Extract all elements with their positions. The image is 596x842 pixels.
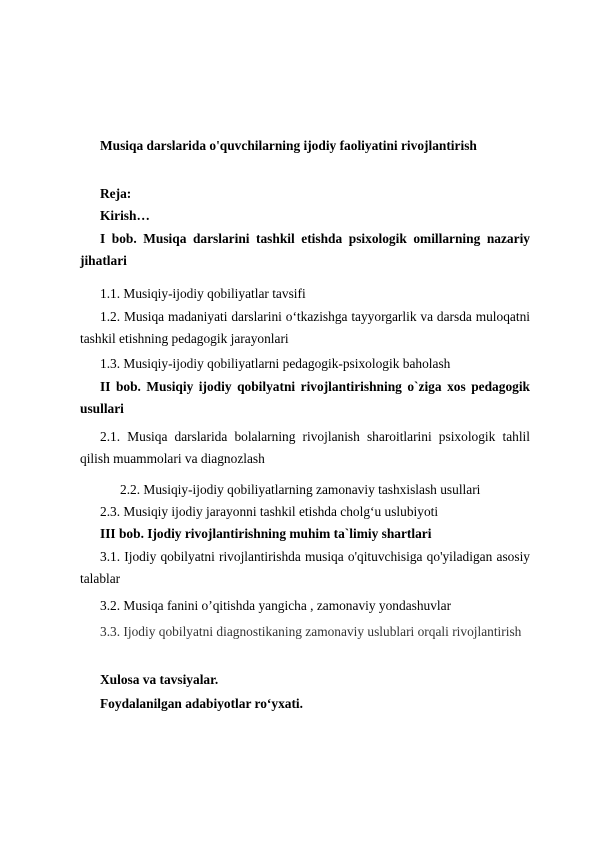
chapter3-item-3: 3.3. Ijodiy qobilyatni diagnostikaning zamonaviy uslublari orqali rivojlantirish (100, 624, 522, 639)
chapter1-title: I bob. Musiqa darslarini tashkil etishda psixologik omillarning nazariy jihatlari (80, 231, 530, 268)
chapter2-item-2: 2.2. Musiqiy-ijodiy qobiliyatlarning zamonaviy tashxislash usullari (120, 482, 481, 497)
chapter1-item-3: 1.3. Musiqiy-ijodiy qobiliyatlarni pedagogik-psixologik baholash (100, 356, 451, 371)
references-item: Foydalanilgan adabiyotlar ro‘yxati. (100, 696, 303, 711)
document-title: Musiqa darslarida o'quvchilarning ijodiy faoliyatini rivojlantirish (100, 138, 477, 153)
chapter3-title: III bob. Ijodiy rivojlantirishning muhim ta`limiy shartlari (100, 526, 432, 541)
plan-label: Reja: (100, 186, 132, 201)
chapter1-item-2: 1.2. Musiqa madaniyati darslarini o‘tkazishga tayyorgarlik va darsda muloqatni tashkil etishning pedagogik jarayonlari (80, 309, 530, 346)
chapter3-item-1: 3.1. Ijodiy qobilyatni rivojlantirishda musiqa o'qituvchisiga qo'yiladigan asosiy talablar (80, 549, 530, 586)
chapter2-item-3: 2.3. Musiqiy ijodiy jarayonni tashkil etishda cholg‘u uslubiyoti (100, 504, 439, 519)
chapter2-item-1: 2.1. Musiqa darslarida bolalarning rivojlanish sharoitlarini psixologik tahlil qilish muammolari va diagnozlash (80, 429, 530, 466)
conclusion-item: Xulosa va tavsiyalar. (100, 672, 219, 687)
chapter3-item-2: 3.2. Musiqa fanini o’qitishda yangicha , zamonaviy yondashuvlar (100, 598, 452, 613)
chapter2-title: II bob. Musiqiy ijodiy qobilyatni rivojlantirishning o`ziga xos pedagogik usullari (80, 379, 530, 416)
intro-item: Kirish… (100, 208, 150, 223)
chapter1-item-1: 1.1. Musiqiy-ijodiy qobiliyatlar tavsifi (100, 286, 306, 301)
